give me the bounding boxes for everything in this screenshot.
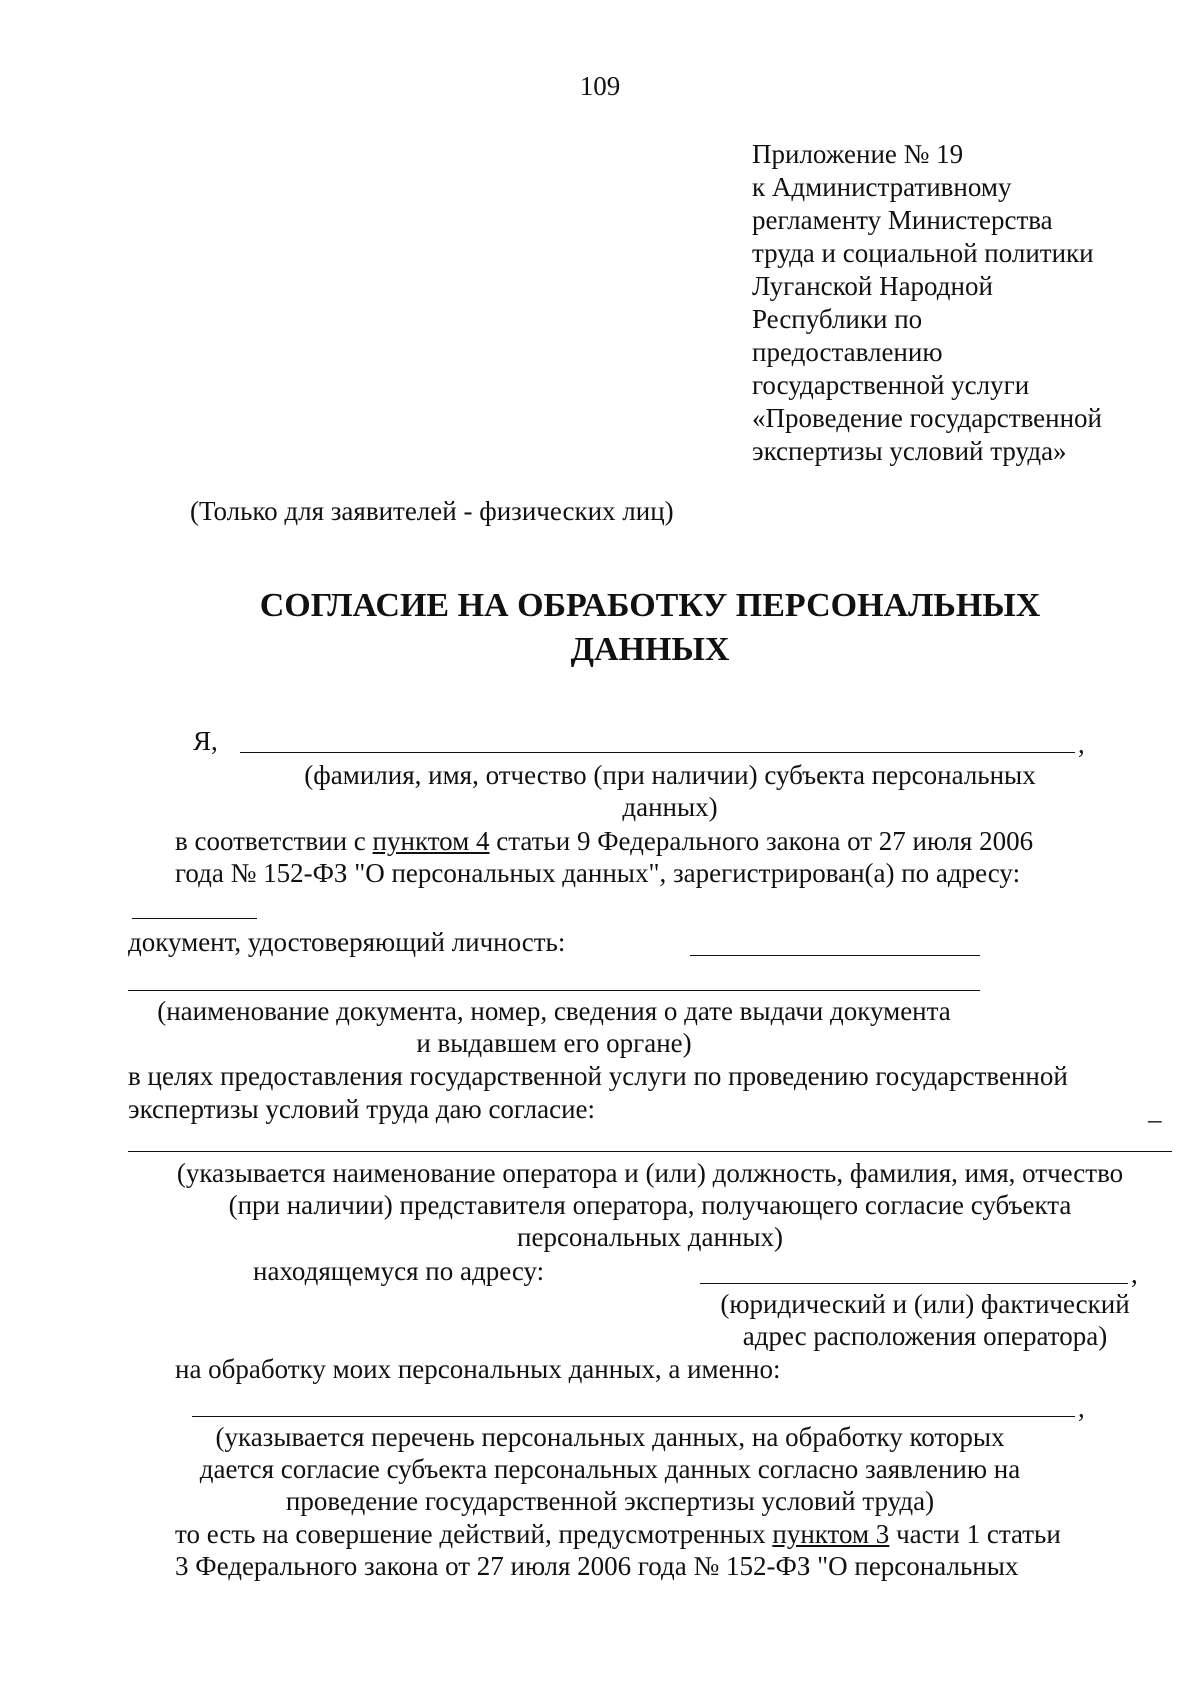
id-document-full-line[interactable] [128,990,980,991]
law-reference-line-1 [175,825,1033,857]
operator-hint-line-3: персональных данных) [517,1222,783,1252]
list-hint-line-1: (указывается перечень персональных данных, на обработку которых [215,1422,1005,1452]
list-comma: , [1078,1393,1085,1423]
purpose-dash: _ [1148,1095,1162,1125]
actions-pre: то есть на совершение действий, предусмотренных [175,1519,773,1549]
fio-hint-line-2: данных) [622,792,718,822]
appendix-line: экспертизы условий труда» [752,436,1067,466]
law-reference-line-2: года № 152-ФЗ "О персональных данных", зарегистрирован(а) по адресу: [175,858,1021,888]
address-label: находящемуся по адресу: [253,1256,545,1286]
appendix-line: государственной услуги [752,370,1030,400]
law-point-4-link[interactable]: пунктом 4 [372,826,490,856]
operator-field-line[interactable] [128,1151,1172,1152]
appendix-line: Приложение № 19 [752,139,964,169]
registration-address-line[interactable] [132,918,257,919]
id-document-hint-line-2: и выдавшем его органе) [416,1028,692,1058]
appendix-line: регламенту Министерства [752,205,1053,235]
purpose-line-1: в целях предоставления государственной услуги по проведению государственной [128,1061,1068,1091]
fio-field-line[interactable] [240,752,1075,753]
actions-point-3-link[interactable]: пунктом 3 [772,1519,890,1549]
appendix-line: труда и социальной политики [752,238,1094,268]
actions-post: части 1 статьи [889,1519,1061,1549]
appendix-line: к Административному [752,172,1012,202]
law-reference-pre: в соответствии с [175,826,373,856]
id-document-field-line[interactable] [690,955,980,956]
list-hint-line-3: проведение государственной экспертизы условий труда) [285,1486,935,1516]
personal-data-list-line[interactable] [192,1416,1075,1417]
address-hint-line-1: (юридический и (или) фактический [720,1289,1130,1319]
actions-line-2: 3 Федерального закона от 27 июля 2006 года № 152-ФЗ "О персональных [175,1551,1019,1581]
applicant-note: (Только для заявителей - физических лиц) [190,496,674,526]
id-document-hint-line-1: (наименование документа, номер, сведения о дате выдачи документа [157,996,951,1026]
actions-line-1 [175,1518,1061,1550]
appendix-line: предоставлению [752,337,943,367]
id-document-label: документ, удостоверяющий личность: [128,927,566,957]
fio-comma: , [1078,729,1085,759]
i-label: Я, [193,726,218,756]
list-hint-line-2: дается согласие субъекта персональных данных согласно заявлению на [199,1454,1021,1484]
address-hint-line-2: адрес расположения оператора) [742,1321,1108,1351]
fio-hint-line-1: (фамилия, имя, отчество (при наличии) субъекта персональных [304,760,1036,790]
address-comma: , [1131,1259,1138,1289]
page-number: 109 [579,71,621,101]
appendix-line: «Проведение государственной [752,403,1102,433]
address-field-line[interactable] [700,1283,1128,1284]
law-reference-post: статьи 9 Федерального закона от 27 июля 2006 [489,826,1034,856]
operator-hint-line-2: (при наличии) представителя оператора, получающего согласие субъекта [228,1190,1072,1220]
appendix-line: Республики по [752,304,923,334]
operator-hint-line-1: (указывается наименование оператора и (или) должность, фамилия, имя, отчество [176,1158,1124,1188]
document-title-line-1: СОГЛАСИЕ НА ОБРАБОТКУ ПЕРСОНАЛЬНЫХ [259,587,1041,624]
processing-label: на обработку моих персональных данных, а именно: [175,1354,781,1384]
appendix-line: Луганской Народной [752,271,993,301]
purpose-line-2: экспертизы условий труда даю согласие: [128,1094,596,1124]
document-title-line-2: ДАННЫХ [570,631,730,668]
